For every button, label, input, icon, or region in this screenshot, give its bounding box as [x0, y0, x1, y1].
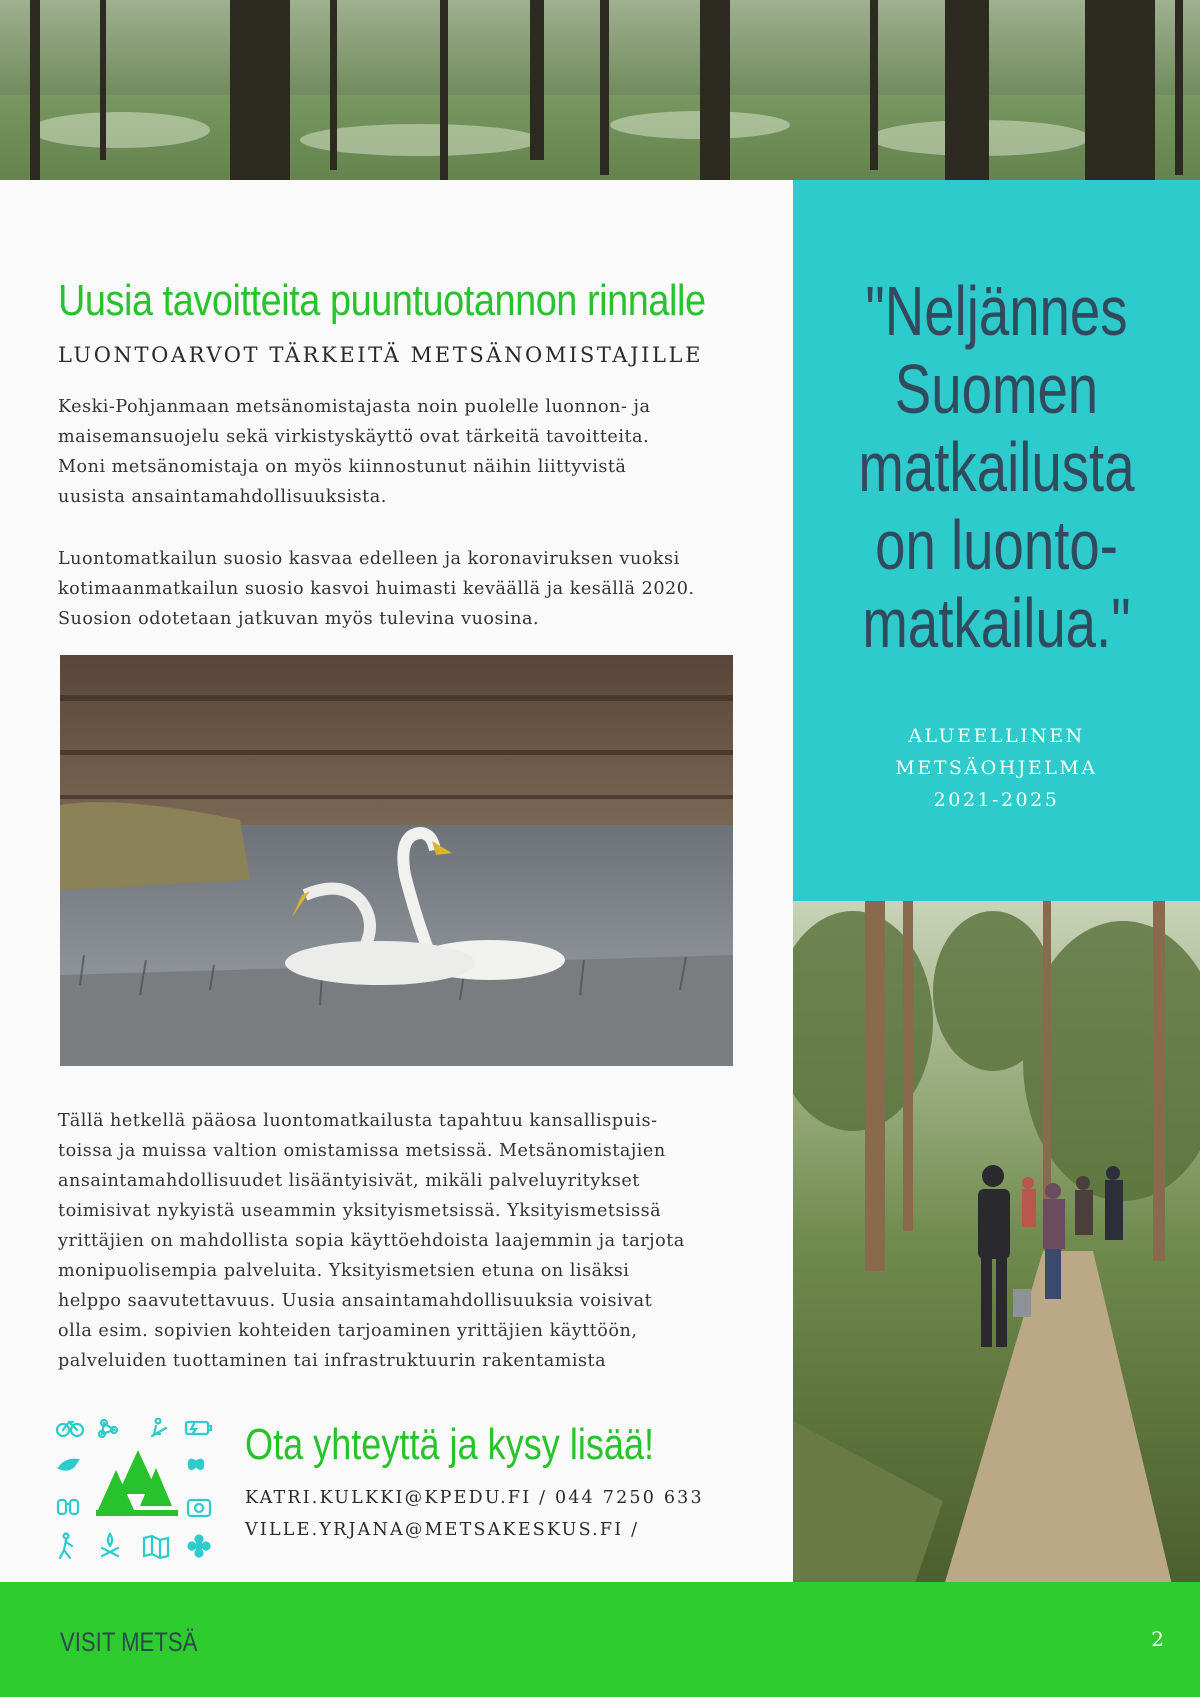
quote-line: matkailua." — [862, 584, 1131, 662]
quote-source — [793, 720, 1200, 816]
text-line: ansaintamahdollisuudet lisääntyisivät, mikäli palveluyritykset — [58, 1171, 640, 1191]
text-line: Keski-Pohjanmaan metsänomistajasta noin puolelle luonnon- ja — [58, 397, 651, 417]
contact-line-katri[interactable]: KATRI.KULKKI@KPEDU.FI / 044 7250 633 — [245, 1488, 704, 1508]
article-column — [0, 180, 793, 1582]
text-line: toimisivat nykyistä useammin yksityismetsissä. Yksityismetsissä — [58, 1201, 662, 1221]
text-line: Tällä hetkellä pääosa luontomatkailusta tapahtuu kansallispuis- — [58, 1111, 658, 1131]
map-icon — [144, 1536, 168, 1558]
text-line: kotimaanmatkailun suosio kasvoi huimasti keväällä ja kesällä 2020. — [58, 579, 695, 599]
battery-icon — [186, 1422, 211, 1434]
forest-banner-image — [0, 0, 1200, 180]
text-line: maisemansuojelu sekä virkistyskäyttö ovat tärkeitä tavoitteita. — [58, 427, 650, 447]
text-line: palveluiden tuottaminen tai infrastruktuurin rakentamista — [58, 1351, 607, 1371]
swans-photo — [60, 655, 733, 1066]
flower-icon — [189, 1536, 210, 1557]
binoculars-icon — [58, 1500, 78, 1514]
contact-heading: Ota yhteyttä ja kysy lisää! — [245, 1420, 655, 1469]
contact-line-ville[interactable]: VILLE.YRJANA@METSAKESKUS.FI / — [245, 1520, 640, 1540]
forest-icon — [96, 1450, 178, 1516]
text-line: uusista ansaintamahdollisuuksista. — [58, 487, 387, 507]
quote-line: Suomen — [894, 350, 1099, 428]
article-subtitle: LUONTOARVOT TÄRKEITÄ METSÄNOMISTAJILLE — [58, 343, 704, 367]
butterfly-icon — [189, 1460, 203, 1469]
camera-icon — [188, 1500, 210, 1516]
source-line: 2021-2025 — [933, 789, 1060, 811]
page-number: 2 — [1151, 1627, 1164, 1651]
text-line: helppo saavutettavuus. Uusia ansaintamahdollisuuksia voisivat — [58, 1291, 653, 1311]
text-line: olla esim. sopivien kohteiden tarjoaminen yrittäjien käyttöön, — [58, 1321, 638, 1341]
footer-bar — [0, 1582, 1200, 1697]
source-line: METSÄOHJELMA — [895, 757, 1098, 779]
text-line: Suosion odotetaan jatkuvan myös tulevina vuosina. — [58, 609, 540, 629]
quote-line: "Neljännes — [865, 272, 1128, 350]
text-line: monipuolisempia palveluita. Yksityismetsien etuna on lisäksi — [58, 1261, 630, 1281]
skier-icon — [152, 1419, 166, 1437]
source-line: ALUEELLINEN — [908, 725, 1085, 747]
paragraph-tourism — [58, 544, 728, 634]
text-line: toissa ja muissa valtion omistamissa metsissä. Metsänomistajien — [58, 1141, 666, 1161]
quote-line: on luonto- — [875, 506, 1118, 584]
pull-quote — [793, 272, 1200, 662]
footer-title: VISIT METSÄ — [60, 1627, 198, 1657]
molecule-icon — [99, 1420, 117, 1437]
text-line: Moni metsänomistaja on myös kiinnostunut näihin liittyvistä — [58, 457, 627, 477]
activity-icons — [56, 1418, 216, 1566]
bird-icon — [59, 1460, 78, 1470]
campfire-icon — [102, 1534, 118, 1556]
text-line: Luontomatkailun suosio kasvaa edelleen ja koronaviruksen vuoksi — [58, 549, 680, 569]
bicycle-icon — [57, 1422, 83, 1436]
article-title: Uusia tavoitteita puuntuotannon rinnalle — [58, 276, 706, 325]
hikers-photo — [793, 901, 1200, 1589]
quote-panel — [793, 180, 1200, 901]
paragraph-intro — [58, 392, 728, 512]
text-line: yrittäjien on mahdollista sopia käyttöehdoista laajemmin ja tarjota — [58, 1231, 685, 1251]
quote-line: matkailusta — [858, 428, 1135, 506]
paragraph-opportunities — [58, 1106, 728, 1376]
hiker-icon — [60, 1534, 72, 1559]
